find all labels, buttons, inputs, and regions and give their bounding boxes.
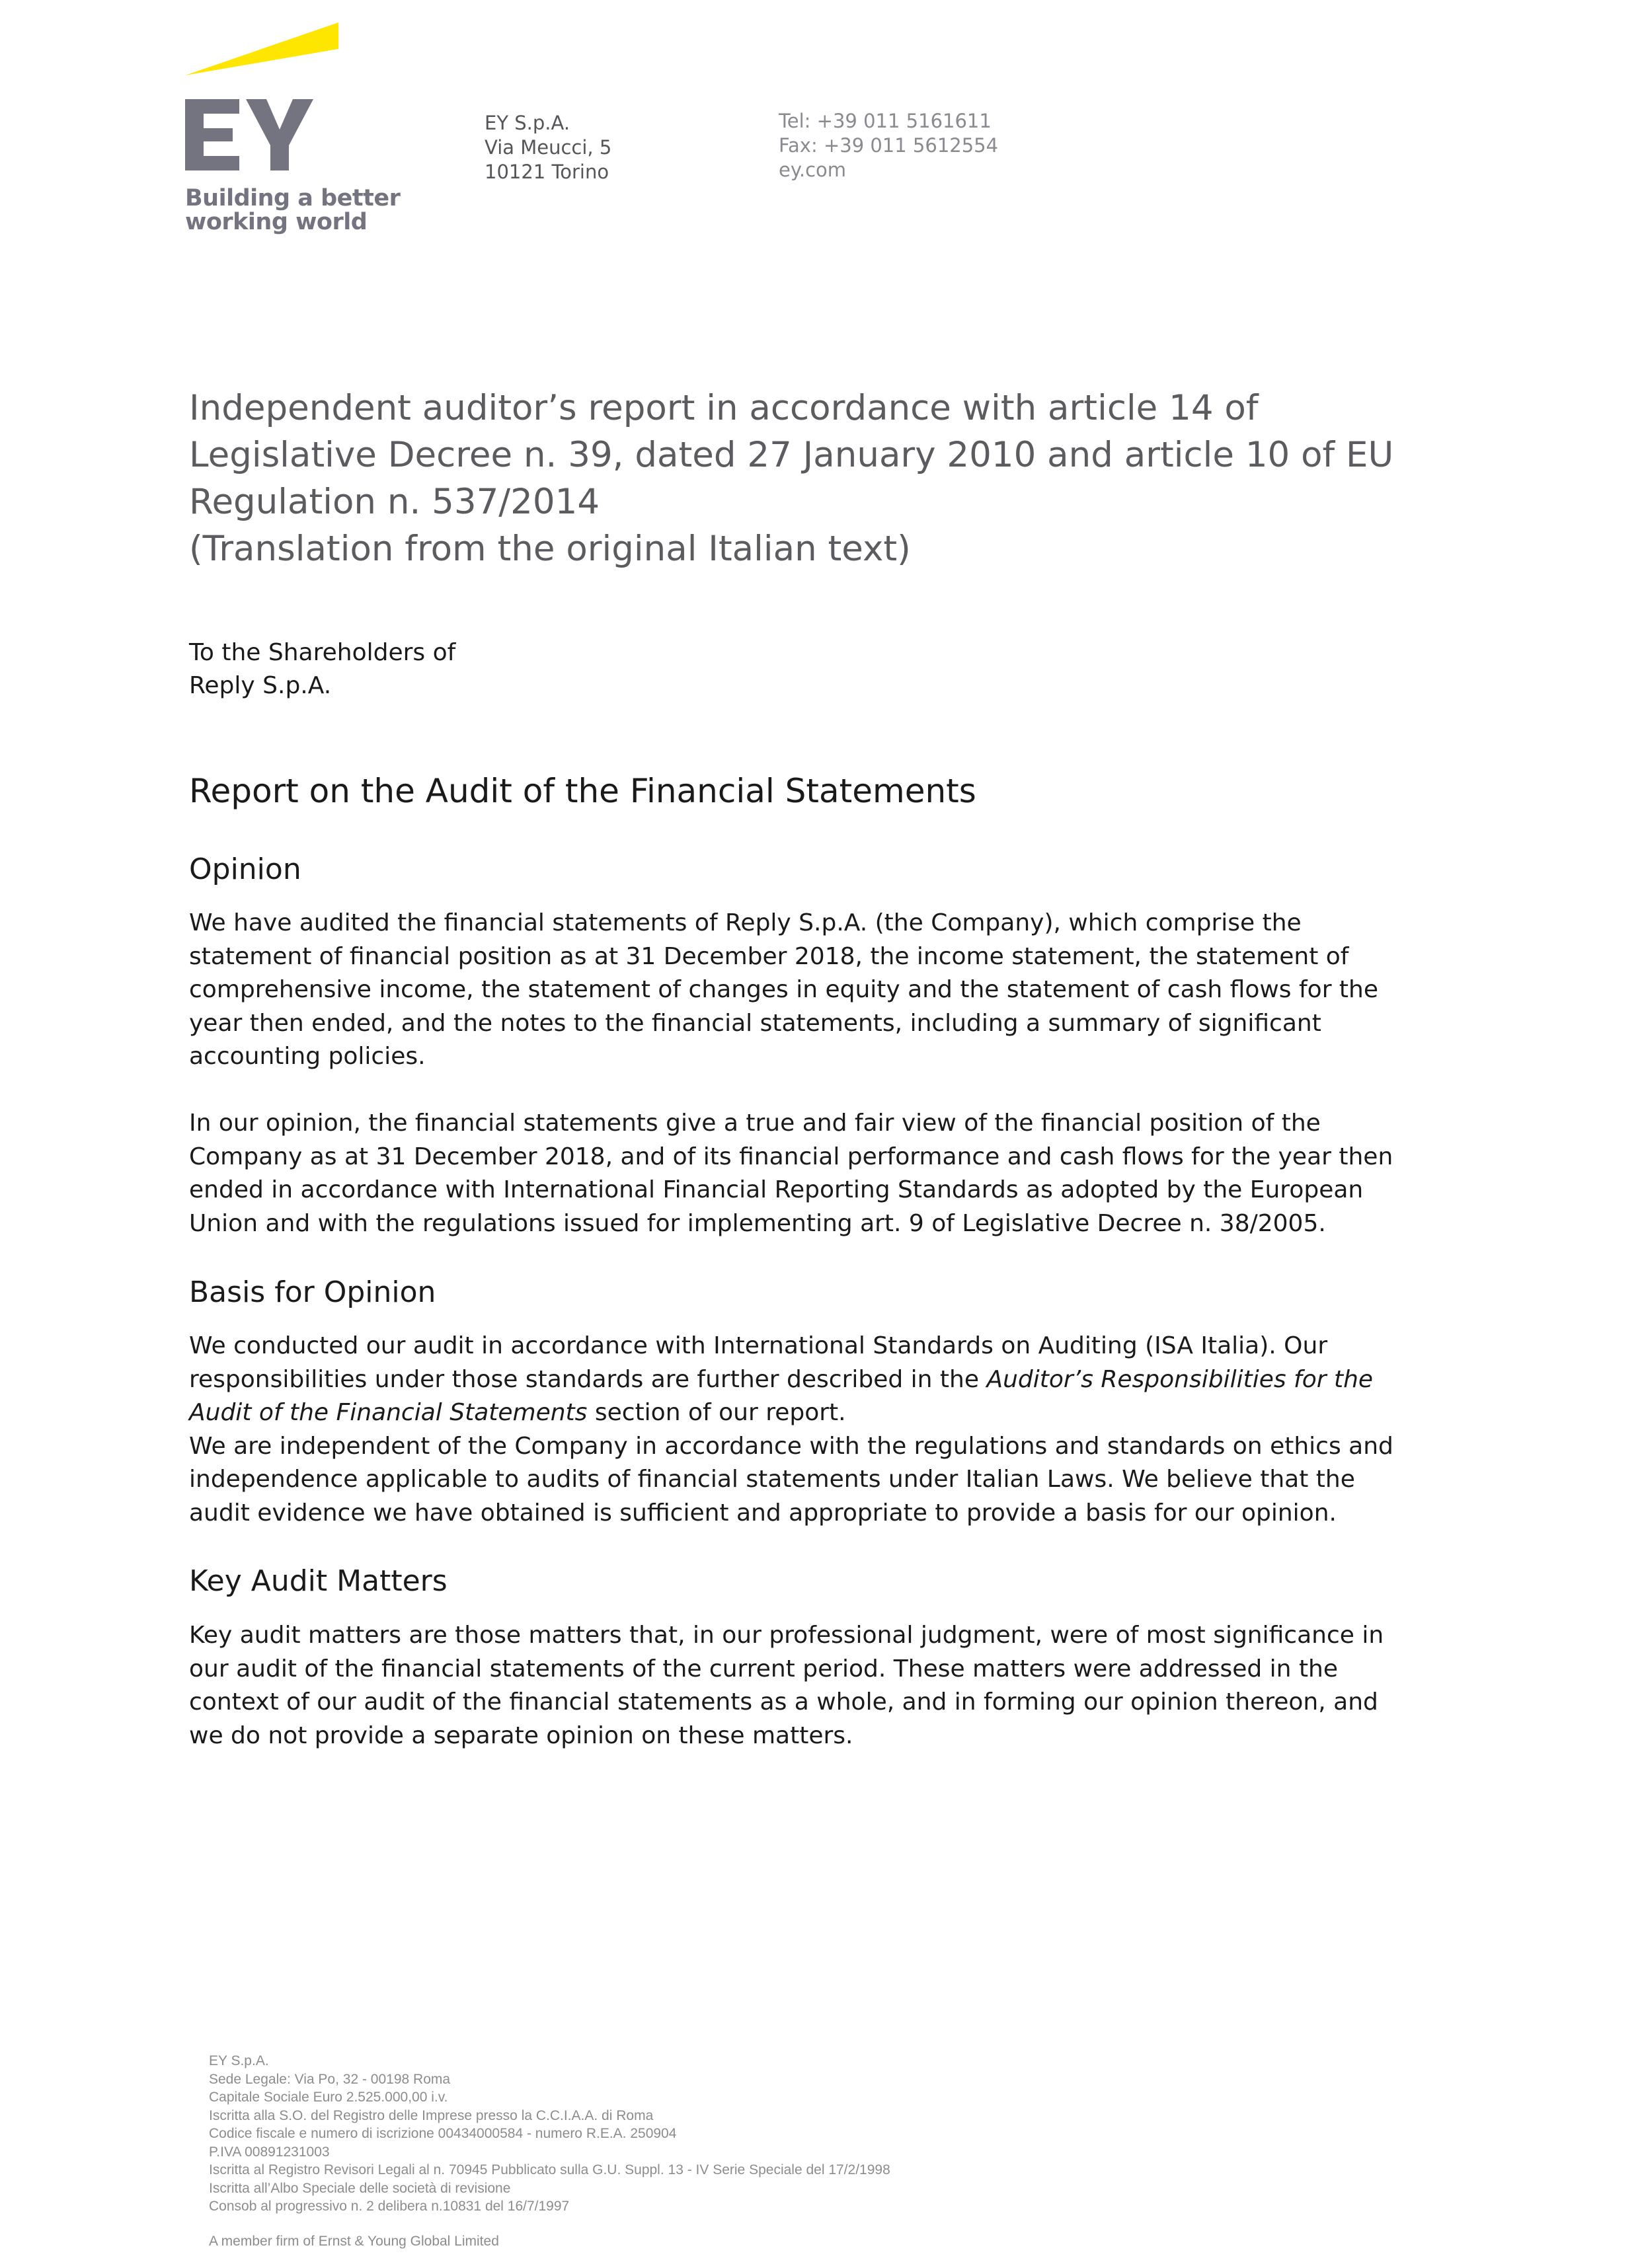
footer-line: Iscritta al Registro Revisori Legali al n. 70945 Pubblicato sulla G.U. Suppl. 13 - IV Serie Speciale del 17/2/1998 bbox=[209, 2162, 890, 2177]
section-heading-opinion: Opinion bbox=[189, 852, 301, 886]
paragraph-line: In our opinion, the financial statements give a true and fair view of the financial position of the bbox=[189, 1110, 1321, 1137]
contact-tel: Tel: +39 011 5161611 bbox=[779, 110, 992, 132]
legal-footer bbox=[209, 2052, 890, 2216]
footer-line: P.IVA 00891231003 bbox=[209, 2144, 330, 2160]
ey-letter-y-shape bbox=[246, 99, 313, 170]
ey-logo bbox=[185, 19, 401, 243]
addressee bbox=[189, 636, 455, 702]
footer-line: Consob al progressivo n. 2 delibera n.10831 del 16/7/1997 bbox=[209, 2199, 570, 2214]
paragraph-line: Union and with the regulations issued for implementing art. 9 of Legislative Decree n. 38/2005. bbox=[189, 1209, 1326, 1237]
logo-tagline-line1: Building a better bbox=[185, 185, 401, 211]
ey-logo-mark-icon bbox=[185, 19, 397, 184]
address-street: Via Meucci, 5 bbox=[485, 136, 612, 159]
kam-paragraph bbox=[189, 1619, 1384, 1753]
footer-line: Iscritta alla S.O. del Registro delle Imprese presso la C.C.I.A.A. di Roma bbox=[209, 2107, 654, 2123]
paragraph-line bbox=[189, 1396, 1393, 1430]
member-firm-note: A member firm of Ernst & Young Global Limited bbox=[209, 2234, 499, 2249]
paragraph-line: Company as at 31 December 2018, and of its financial performance and cash flows for the year then bbox=[189, 1143, 1393, 1170]
addressee-line: Reply S.p.A. bbox=[189, 672, 332, 699]
section-heading-kam: Key Audit Matters bbox=[189, 1564, 448, 1598]
office-contacts bbox=[779, 109, 998, 182]
section-heading-basis: Basis for Opinion bbox=[189, 1275, 436, 1309]
italic-reference: Audit of the Financial Statements bbox=[189, 1399, 588, 1426]
paragraph-line: accounting policies. bbox=[189, 1043, 426, 1070]
footer-line: Capitale Sociale Euro 2.525.000,00 i.v. bbox=[209, 2090, 448, 2105]
ey-beam-shape bbox=[185, 22, 338, 75]
footer-line: Codice fiscale e numero di iscrizione 00434000584 - numero R.E.A. 250904 bbox=[209, 2126, 677, 2141]
text-run: section of our report. bbox=[587, 1399, 846, 1426]
address-city: 10121 Torino bbox=[485, 161, 609, 183]
footer-line: EY S.p.A. bbox=[209, 2053, 269, 2068]
contact-fax: Fax: +39 011 5612554 bbox=[779, 134, 999, 157]
paragraph-line: ended in accordance with International Financial Reporting Standards as adopted by the European bbox=[189, 1176, 1364, 1203]
paragraph-line: We have audited the financial statements of Reply S.p.A. (the Company), which comprise the bbox=[189, 909, 1302, 936]
footer-line: Sede Legale: Via Po, 32 - 00198 Roma bbox=[209, 2071, 451, 2087]
ey-letter-e-shape bbox=[185, 99, 239, 170]
opinion-paragraph-1 bbox=[189, 907, 1378, 1074]
address-company: EY S.p.A. bbox=[485, 112, 570, 134]
italic-reference: Auditor’s Responsibilities for the bbox=[986, 1365, 1374, 1393]
title-line: Regulation n. 537/2014 bbox=[189, 482, 600, 522]
paragraph-line: context of our audit of the financial statements as a whole, and in forming our opinion thereon, and bbox=[189, 1688, 1378, 1716]
paragraph-line: year then ended, and the notes to the financial statements, including a summary of significant bbox=[189, 1009, 1321, 1037]
title-line: Legislative Decree n. 39, dated 27 January 2010 and article 10 of EU bbox=[189, 435, 1394, 475]
paragraph-line: audit evidence we have obtained is sufficient and appropriate to provide a basis for our opinion. bbox=[189, 1499, 1337, 1527]
contact-website: ey.com bbox=[779, 159, 847, 181]
footer-line: Iscritta all’Albo Speciale delle società di revisione bbox=[209, 2180, 511, 2196]
title-subtitle: (Translation from the original Italian text) bbox=[189, 529, 911, 569]
section-heading-report: Report on the Audit of the Financial Statements bbox=[189, 772, 976, 810]
paragraph-line: statement of financial position as at 31 December 2018, the income statement, the statement of bbox=[189, 942, 1349, 970]
office-address bbox=[485, 111, 611, 184]
title-line: Independent auditor’s report in accordance with article 14 of bbox=[189, 388, 1259, 428]
paragraph-line: We are independent of the Company in accordance with the regulations and standards on ethics and bbox=[189, 1432, 1393, 1460]
basis-paragraph bbox=[189, 1330, 1393, 1530]
report-title bbox=[189, 385, 1511, 572]
logo-tagline-line2: working world bbox=[185, 209, 368, 235]
paragraph-line: we do not provide a separate opinion on these matters. bbox=[189, 1721, 853, 1749]
addressee-line: To the Shareholders of bbox=[189, 639, 456, 666]
text-run: responsibilities under those standards are further described in the bbox=[189, 1365, 987, 1393]
paragraph-line: independence applicable to audits of financial statements under Italian Laws. We believe that the bbox=[189, 1466, 1355, 1493]
paragraph-line: We conducted our audit in accordance with International Standards on Auditing (ISA Italia). Our bbox=[189, 1332, 1328, 1359]
paragraph-line: comprehensive income, the statement of changes in equity and the statement of cash flows for the bbox=[189, 976, 1379, 1003]
paragraph-line: our audit of the financial statements of the current period. These matters were addressed in the bbox=[189, 1655, 1339, 1682]
opinion-paragraph-2 bbox=[189, 1107, 1393, 1240]
paragraph-line bbox=[189, 1363, 1393, 1397]
paragraph-line: Key audit matters are those matters that, in our professional judgment, were of most significance in bbox=[189, 1622, 1384, 1649]
